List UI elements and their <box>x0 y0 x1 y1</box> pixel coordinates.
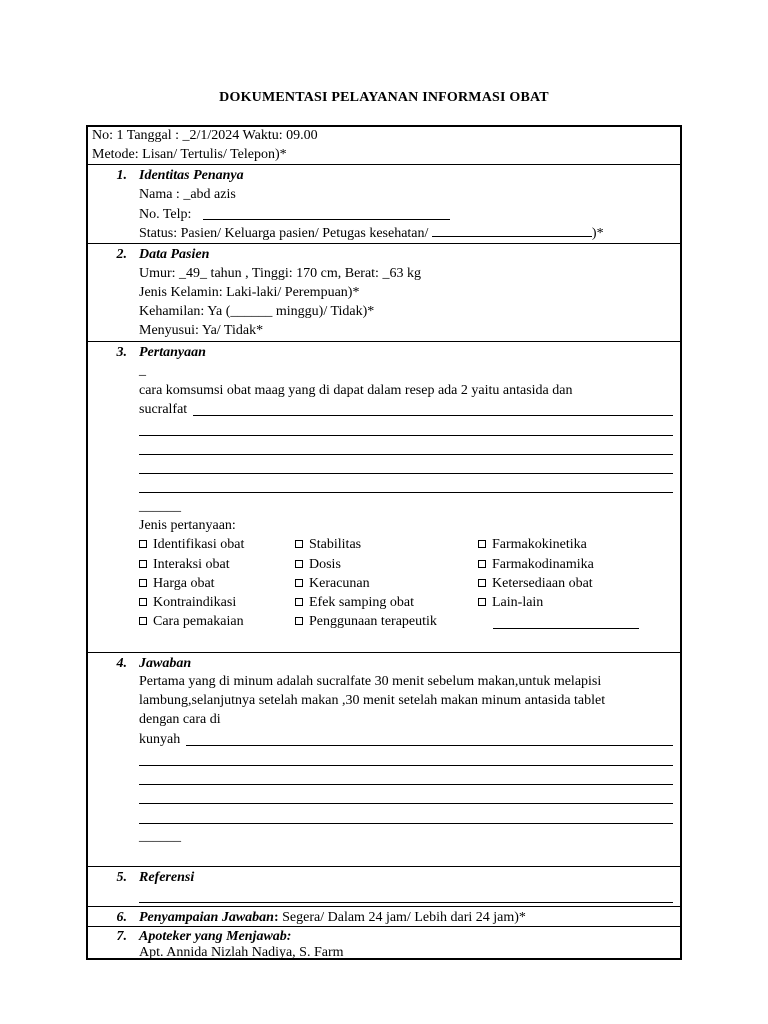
jawaban-text-line3: dengan cara di <box>139 712 221 727</box>
option-penggunaan-terapeutik[interactable]: Penggunaan terapeutik <box>295 612 437 631</box>
menyusui-field: Menyusui: Ya/ Tidak* <box>139 323 264 338</box>
option-kontraindikasi[interactable]: Kontraindikasi <box>139 593 236 612</box>
jawaban-blank-line <box>139 823 673 824</box>
checkbox-icon[interactable] <box>295 560 303 568</box>
jawaban-blank-line <box>139 784 673 785</box>
penyampaian-options: Segera/ Dalam 24 jam/ Lebih dari 24 jam)* <box>278 910 526 925</box>
option-stabilitas[interactable]: Stabilitas <box>295 535 361 554</box>
section-divider <box>86 243 682 244</box>
section-number: 2. <box>116 247 127 262</box>
status-options: Status: Pasien/ Keluarga pasien/ Petugas kesehatan/ <box>139 226 429 241</box>
status-other-blank <box>432 224 592 237</box>
jawaban-tail: ______ <box>139 829 181 844</box>
section-divider <box>86 164 682 165</box>
document-title: DOKUMENTASI PELAYANAN INFORMASI OBAT <box>219 90 549 105</box>
jawaban-text-line2: lambung,selanjutnya setelah makan ,30 menit setelah makan minum antasida tablet <box>139 693 606 708</box>
option-dosis[interactable]: Dosis <box>295 555 341 574</box>
telp-label: No. Telp: <box>139 207 192 222</box>
checkbox-icon[interactable] <box>139 540 147 548</box>
section-heading-pasien: Data Pasien <box>139 247 210 262</box>
jawaban-blank-line <box>186 745 673 746</box>
pertanyaan-text-line2: sucralfat <box>139 402 188 417</box>
option-identifikasi-obat[interactable]: Identifikasi obat <box>139 535 244 554</box>
checkbox-icon[interactable] <box>478 598 486 606</box>
option-harga-obat[interactable]: Harga obat <box>139 574 215 593</box>
section-number: 6. <box>116 910 127 925</box>
apoteker-name: Apt. Annida Nizlah Nadiya, S. Farm <box>139 945 344 960</box>
checkbox-icon[interactable] <box>295 579 303 587</box>
pertanyaan-blank-line <box>139 492 673 493</box>
option-lain-lain[interactable]: Lain-lain <box>478 593 543 612</box>
jawaban-blank-line <box>139 803 673 804</box>
kehamilan-field: Kehamilan: Ya (______ minggu)/ Tidak)* <box>139 304 375 319</box>
referensi-blank-line <box>139 902 673 903</box>
section-heading-identitas: Identitas Penanya <box>139 168 244 183</box>
option-interaksi-obat[interactable]: Interaksi obat <box>139 555 230 574</box>
section-number: 3. <box>116 345 127 360</box>
nama-field: Nama : _abd azis <box>139 187 236 202</box>
section-number: 4. <box>116 656 127 671</box>
penyampaian-field <box>139 908 526 927</box>
jawaban-text-line4: kunyah <box>139 732 181 747</box>
checkbox-icon[interactable] <box>478 560 486 568</box>
section-divider <box>86 652 682 653</box>
section-heading-pertanyaan: Pertanyaan <box>139 345 206 360</box>
umur-field: Umur: _49_ tahun , Tinggi: 170 cm, Berat: _63 kg <box>139 266 421 281</box>
pertanyaan-blank-line <box>193 415 673 416</box>
section-divider <box>86 341 682 342</box>
option-keracunan[interactable]: Keracunan <box>295 574 370 593</box>
checkbox-icon[interactable] <box>478 579 486 587</box>
section-heading-apoteker: Apoteker yang Menjawab: <box>139 929 292 944</box>
option-farmakokinetika[interactable]: Farmakokinetika <box>478 535 587 554</box>
pertanyaan-tail: ______ <box>139 499 181 514</box>
pertanyaan-blank-line <box>139 473 673 474</box>
telp-blank-line <box>203 219 450 220</box>
option-efek-samping-obat[interactable]: Efek samping obat <box>295 593 414 612</box>
section-heading-jawaban: Jawaban <box>139 656 192 671</box>
lain-lain-blank-line[interactable] <box>493 628 639 629</box>
section-number: 5. <box>116 870 127 885</box>
section-number: 7. <box>116 929 127 944</box>
pertanyaan-dash: _ <box>139 363 146 378</box>
header-method-line: Metode: Lisan/ Tertulis/ Telepon)* <box>92 147 287 162</box>
jawaban-text-line1: Pertama yang di minum adalah sucralfate 30 menit sebelum makan,untuk melapisi <box>139 674 602 689</box>
pertanyaan-text-line1: cara komsumsi obat maag yang di dapat dalam resep ada 2 yaitu antasida dan <box>139 383 573 398</box>
pertanyaan-blank-line <box>139 435 673 436</box>
section-heading-referensi: Referensi <box>139 870 195 885</box>
section-number: 1. <box>116 168 127 183</box>
option-ketersediaan-obat[interactable]: Ketersediaan obat <box>478 574 593 593</box>
checkbox-icon[interactable] <box>139 579 147 587</box>
checkbox-icon[interactable] <box>295 540 303 548</box>
status-suffix: )* <box>591 226 604 241</box>
checkbox-icon[interactable] <box>139 560 147 568</box>
header-date-line: No: 1 Tanggal : _2/1/2024 Waktu: 09.00 <box>92 128 318 143</box>
section-heading-penyampaian: Penyampaian Jawaban <box>139 910 274 925</box>
checkbox-icon[interactable] <box>139 598 147 606</box>
option-cara-pemakaian[interactable]: Cara pemakaian <box>139 612 244 631</box>
section-divider <box>86 906 682 907</box>
checkbox-icon[interactable] <box>295 617 303 625</box>
checkbox-icon[interactable] <box>139 617 147 625</box>
jenis-pertanyaan-label: Jenis pertanyaan: <box>139 518 236 533</box>
checkbox-icon[interactable] <box>478 540 486 548</box>
pertanyaan-blank-line <box>139 454 673 455</box>
kelamin-field: Jenis Kelamin: Laki-laki/ Perempuan)* <box>139 285 360 300</box>
option-farmakodinamika[interactable]: Farmakodinamika <box>478 555 594 574</box>
jawaban-blank-line <box>139 765 673 766</box>
section-divider <box>86 866 682 867</box>
checkbox-icon[interactable] <box>295 598 303 606</box>
status-field <box>139 224 604 243</box>
penyampaian-colon: : <box>273 910 279 925</box>
